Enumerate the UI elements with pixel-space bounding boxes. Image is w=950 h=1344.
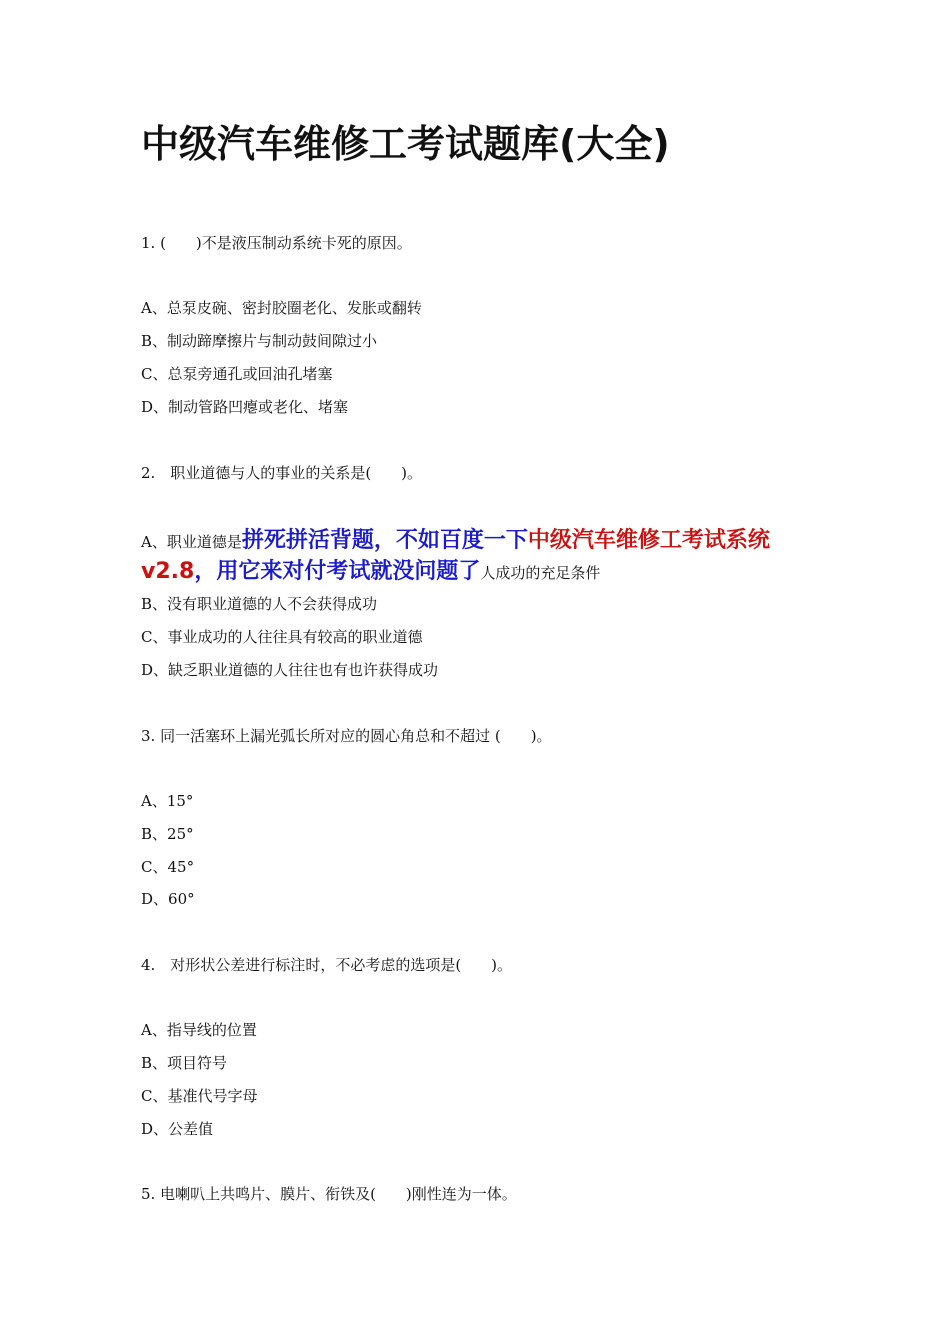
question-4-option-c: C、基准代号字母 [141,1087,258,1105]
question-3-option-d: D、60° [141,890,195,908]
question-5-stem: 5. 电喇叭上共鸣片、膜片、衔铁及( )刚性连为一体。 [141,1185,517,1203]
question-2-stem: 2. 职业道德与人的事业的关系是( )。 [141,464,423,482]
question-3-stem: 3. 同一活塞环上漏光弧长所对应的圆心角总和不超过 ( )。 [141,727,552,745]
question-4-option-d: D、公差值 [141,1120,214,1138]
promo-red-text: 中级汽车维修工考试系统v2.8 [141,528,770,584]
question-1-option-c: C、总泵旁通孔或回油孔堵塞 [141,365,333,383]
promo-prefix: A、职业道德是 [141,533,242,551]
question-3-option-b: B、25° [141,825,194,843]
promo-blue-text-2: ，用它来对付考试就没问题了 [194,559,481,584]
question-1-option-b: B、制动蹄摩擦片与制动鼓间隙过小 [141,332,378,350]
promo-blue-text-1: 拼死拼活背题，不如百度一下 [241,528,528,553]
question-4-option-a: A、指导线的位置 [141,1021,257,1039]
question-4-stem: 4. 对形状公差进行标注时，不必考虑的选项是( )。 [141,956,513,974]
question-2-option-b: B、没有职业道德的人不会获得成功 [141,595,378,613]
document-title: 中级汽车维修工考试题库(大全) [141,122,670,166]
question-2-option-c: C、事业成功的人往往具有较高的职业道德 [141,628,423,646]
question-3-option-c: C、45° [141,858,195,876]
question-1-option-a: A、总泵皮碗、密封胶圈老化、发胀或翻转 [141,299,422,317]
question-2-option-d: D、缺乏职业道德的人往往也有也许获得成功 [141,661,439,679]
question-3-option-a: A、15° [141,792,194,810]
promo-suffix: 人成功的充足条件 [480,564,601,582]
question-1-stem: 1. ( )不是液压制动系统卡死的原因。 [141,234,412,252]
question-1-option-d: D、制动管路凹瘪或老化、堵塞 [141,398,349,416]
question-2-option-a-with-promo [141,526,801,588]
question-4-option-b: B、项目符号 [141,1054,228,1072]
